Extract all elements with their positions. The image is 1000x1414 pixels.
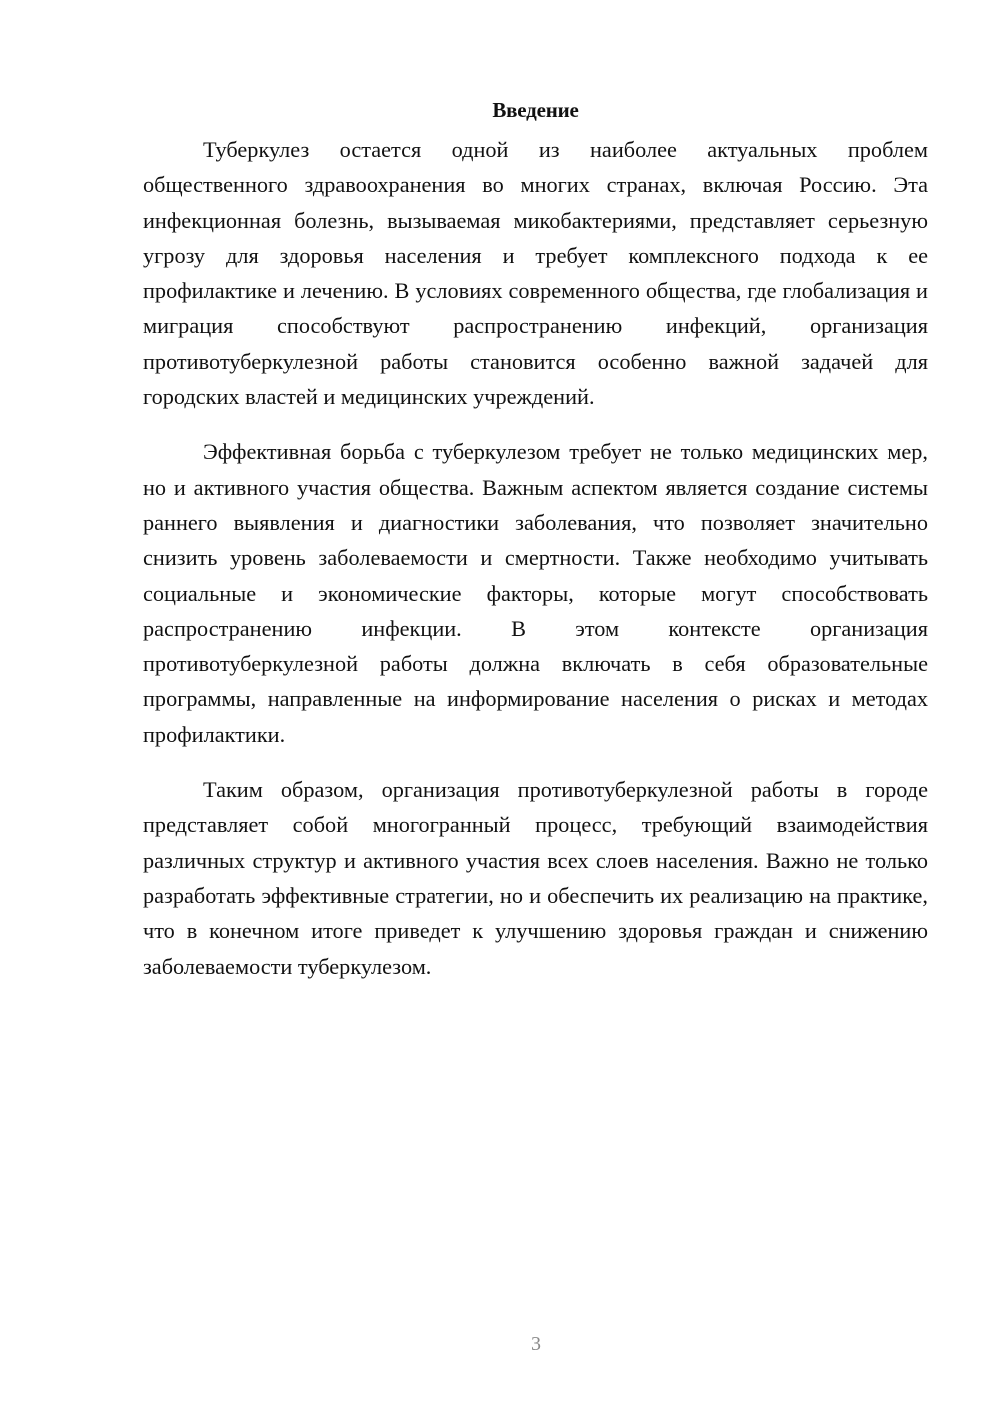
page-number: 3 [531, 1333, 541, 1355]
paragraph-2: Эффективная борьба с туберкулезом требует не только медицинских мер, но и активного участия общества. Важным аспектом является создание системы раннего выявления и диагностики заболевания, что позволяет значительно снизить уровень заболеваемости и смертности. Также необходимо учитывать социальные и экономические факторы, которые могут способствовать распространению инфекции. В этом контексте организация противотуберкулезной работы должна включать в себя образовательные программы, направленные на информирование населения о рисках и методах профилактики. [143, 439, 928, 747]
paragraph-3: Таким образом, организация противотуберкулезной работы в городе представляет собой многогранный процесс, требующий взаимодействия различных структур и активного участия всех слоев населения. Важно не только разработать эффективные стратегии, но и обеспечить их реализацию на практике, что в конечном итоге приведет к улучшению здоровья граждан и снижению заболеваемости туберкулезом. [143, 777, 928, 979]
section-title: Введение [492, 98, 579, 122]
paragraph-1: Туберкулез остается одной из наиболее актуальных проблем общественного здравоохранения во многих странах, включая Россию. Эта инфекционная болезнь, вызываемая микобактериями, представляет серьезную угрозу для здоровья населения и требует комплексного подхода к ее профилактике и лечению. В условиях современного общества, где глобализация и миграция способствуют распространению инфекций, организация противотуберкулезной работы становится особенно важной задачей для городских властей и медицинских учреждений. [143, 137, 928, 410]
document-body [143, 92, 928, 1004]
